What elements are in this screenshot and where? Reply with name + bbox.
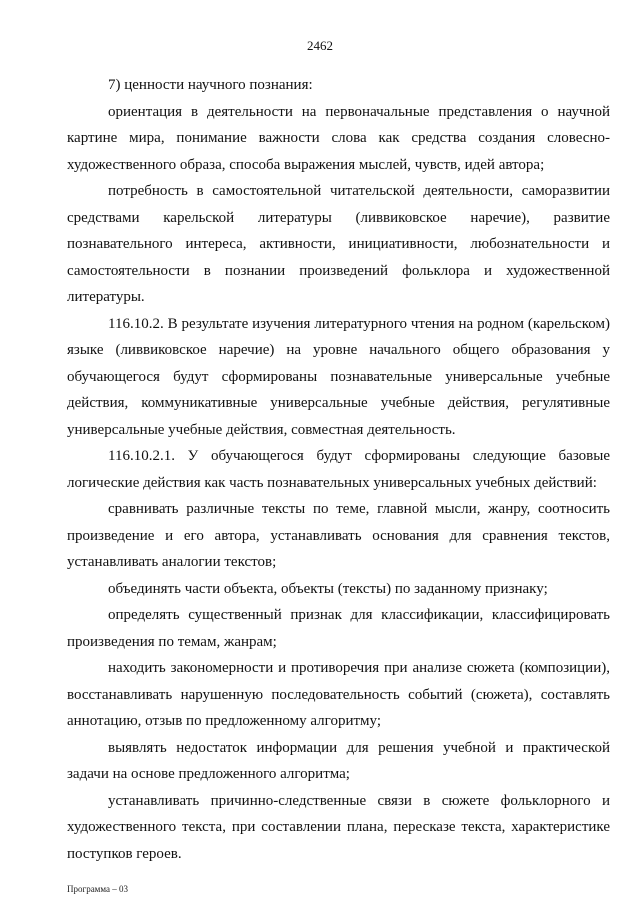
page-number: 2462 xyxy=(307,38,333,53)
paragraph: 116.10.2.1. У обучающегося будут сформированы следующие базовые логические действия как часть познавательных универсальных учебных действий: xyxy=(67,448,610,491)
paragraph: находить закономерности и противоречия при анализе сюжета (композиции), восстанавливать нарушенную последовательность событий (сюжета), составлять аннотацию, отзыв по предложенному алгоритму; xyxy=(67,660,610,729)
paragraph: устанавливать причинно-следственные связи в сюжете фольклорного и художественного текста, при составлении плана, пересказе текста, характеристике поступков героев. xyxy=(67,792,610,862)
paragraph: ориентация в деятельности на первоначальные представления о научной картине мира, понимание важности слова как средства создания словесно-художественного образа, способа выражения мыслей, чувств, идей автора; xyxy=(67,103,610,173)
paragraph: определять существенный признак для классификации, классифицировать произведения по темам, жанрам; xyxy=(67,607,610,650)
document-body xyxy=(67,72,610,867)
paragraph: объединять части объекта, объекты (тексты) по заданному признаку; xyxy=(108,580,548,597)
paragraph: сравнивать различные тексты по теме, главной мысли, жанру, соотносить произведение и его автора, устанавливать основания для сравнения текстов, устанавливать аналогии текстов; xyxy=(67,501,610,570)
paragraph: потребность в самостоятельной читательской деятельности, саморазвитии средствами карельской литературы (ливвиковское наречие), развитие познавательного интереса, активности, инициативности, любознательности и самостоятельности в познании произведений фольклора и художественной литературы. xyxy=(67,183,610,305)
page-footer: Программа – 03 xyxy=(67,884,129,894)
paragraph: 7) ценности научного познания: xyxy=(108,77,313,93)
paragraph: выявлять недостаток информации для решения учебной и практической задачи на основе предложенного алгоритма; xyxy=(67,739,610,782)
paragraph: 116.10.2. В результате изучения литературного чтения на родном (карельском) языке (ливвиковское наречие) на уровне начального общего образования у обучающегося будут сформированы познавательные универсальные учебные действия, коммуникативные универсальные учебные действия, регулятивные универсальные учебные действия, совместная деятельность. xyxy=(67,315,610,438)
